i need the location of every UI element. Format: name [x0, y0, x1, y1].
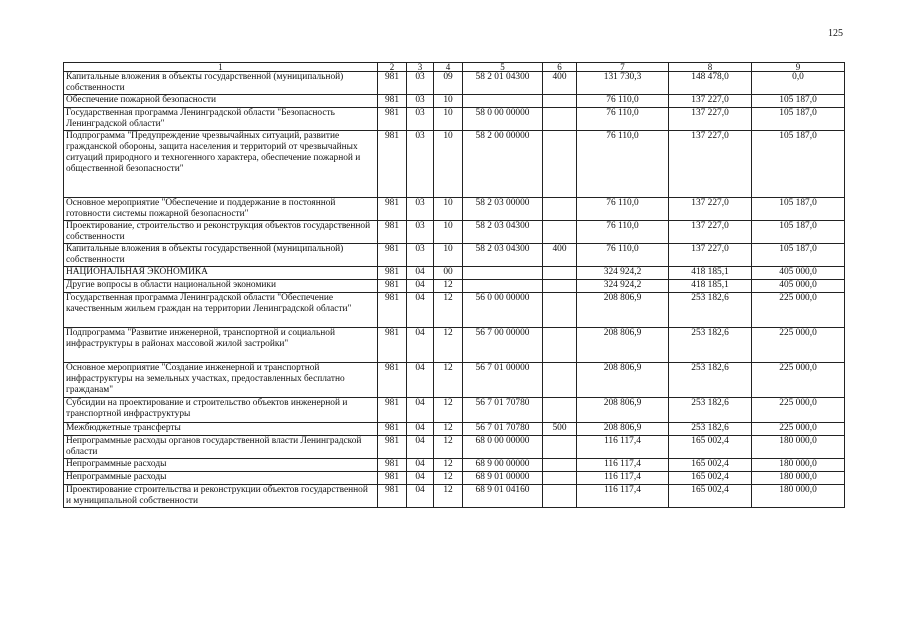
item-name: Капитальные вложения в объекты государственной (муниципальной) собственности: [64, 244, 378, 267]
cell-ministry-code: 981: [378, 280, 407, 293]
table-row: [64, 267, 845, 280]
table-row: [64, 221, 845, 244]
cell-section: 04: [407, 293, 434, 328]
cell-section: 03: [407, 72, 434, 95]
cell-subsection: 12: [434, 472, 463, 485]
cell-amount-col7: 131 730,3: [577, 72, 669, 95]
cell-amount-col8: 137 227,0: [669, 131, 752, 198]
cell-ministry-code: 981: [378, 198, 407, 221]
column-header: 7: [577, 63, 669, 72]
table-row: [64, 485, 845, 508]
cell-expense-type: [543, 293, 577, 328]
cell-subsection: 09: [434, 72, 463, 95]
cell-expense-type: [543, 459, 577, 472]
cell-ministry-code: 981: [378, 131, 407, 198]
cell-section: 03: [407, 198, 434, 221]
cell-amount-col9: 105 187,0: [752, 198, 845, 221]
cell-expense-type: [543, 131, 577, 198]
cell-amount-col9: 180 000,0: [752, 485, 845, 508]
cell-target-article: 56 7 01 70780: [463, 423, 543, 436]
cell-amount-col7: 116 117,4: [577, 472, 669, 485]
item-name: Межбюджетные трансферты: [64, 423, 378, 436]
cell-ministry-code: 981: [378, 108, 407, 131]
cell-expense-type: [543, 472, 577, 485]
cell-ministry-code: 981: [378, 459, 407, 472]
cell-subsection: 12: [434, 398, 463, 423]
cell-amount-col9: 225 000,0: [752, 398, 845, 423]
table-row: [64, 436, 845, 459]
cell-expense-type: [543, 198, 577, 221]
cell-subsection: 12: [434, 485, 463, 508]
cell-subsection: 10: [434, 244, 463, 267]
cell-target-article: 58 0 00 00000: [463, 108, 543, 131]
item-name: Непрограммные расходы органов государственной власти Ленинградской области: [64, 436, 378, 459]
table-row: [64, 131, 845, 198]
cell-section: 03: [407, 244, 434, 267]
cell-target-article: 68 9 01 04160: [463, 485, 543, 508]
cell-amount-col8: 137 227,0: [669, 244, 752, 267]
cell-target-article: 58 2 03 04300: [463, 244, 543, 267]
cell-amount-col9: 225 000,0: [752, 363, 845, 398]
cell-ministry-code: 981: [378, 423, 407, 436]
cell-subsection: 12: [434, 293, 463, 328]
cell-amount-col8: 165 002,4: [669, 459, 752, 472]
cell-amount-col7: 208 806,9: [577, 328, 669, 363]
cell-amount-col8: 165 002,4: [669, 485, 752, 508]
cell-amount-col7: 116 117,4: [577, 436, 669, 459]
item-name: Непрограммные расходы: [64, 459, 378, 472]
item-name: Основное мероприятие "Создание инженерной и транспортной инфраструктуры на земельных участках, предоставленных бесплатно гражданам": [64, 363, 378, 398]
cell-amount-col8: 137 227,0: [669, 95, 752, 108]
cell-amount-col9: 225 000,0: [752, 328, 845, 363]
cell-subsection: 12: [434, 423, 463, 436]
cell-amount-col8: 253 182,6: [669, 293, 752, 328]
item-name: Капитальные вложения в объекты государственной (муниципальной) собственности: [64, 72, 378, 95]
table-body: [64, 72, 845, 508]
cell-target-article: 58 2 00 00000: [463, 131, 543, 198]
cell-section: 03: [407, 131, 434, 198]
cell-subsection: 12: [434, 280, 463, 293]
column-header: 2: [378, 63, 407, 72]
cell-expense-type: [543, 95, 577, 108]
cell-section: 04: [407, 398, 434, 423]
cell-subsection: 12: [434, 459, 463, 472]
table-header-row: [64, 63, 845, 72]
cell-ministry-code: 981: [378, 328, 407, 363]
table-row: [64, 459, 845, 472]
cell-expense-type: [543, 221, 577, 244]
cell-amount-col8: 165 002,4: [669, 436, 752, 459]
cell-target-article: 58 2 01 04300: [463, 72, 543, 95]
cell-section: 04: [407, 280, 434, 293]
table-row: [64, 198, 845, 221]
cell-expense-type: [543, 328, 577, 363]
cell-ministry-code: 981: [378, 221, 407, 244]
cell-amount-col7: 76 110,0: [577, 244, 669, 267]
cell-section: 04: [407, 328, 434, 363]
item-name: Непрограммные расходы: [64, 472, 378, 485]
cell-amount-col9: 405 000,0: [752, 280, 845, 293]
item-name: Основное мероприятие "Обеспечение и поддержание в постоянной готовности системы пожарной безопасности": [64, 198, 378, 221]
cell-amount-col7: 208 806,9: [577, 293, 669, 328]
cell-amount-col9: 225 000,0: [752, 423, 845, 436]
item-name: Государственная программа Ленинградской области "Безопасность Ленинградской области": [64, 108, 378, 131]
cell-ministry-code: 981: [378, 72, 407, 95]
cell-amount-col7: 76 110,0: [577, 198, 669, 221]
table-row: [64, 108, 845, 131]
cell-subsection: 12: [434, 363, 463, 398]
cell-amount-col7: 116 117,4: [577, 485, 669, 508]
cell-ministry-code: 981: [378, 267, 407, 280]
cell-amount-col8: 253 182,6: [669, 363, 752, 398]
cell-amount-col8: 253 182,6: [669, 423, 752, 436]
cell-amount-col9: 225 000,0: [752, 293, 845, 328]
cell-amount-col9: 105 187,0: [752, 95, 845, 108]
cell-expense-type: 400: [543, 72, 577, 95]
cell-expense-type: [543, 398, 577, 423]
cell-expense-type: [543, 363, 577, 398]
cell-section: 04: [407, 436, 434, 459]
cell-amount-col9: 180 000,0: [752, 459, 845, 472]
column-header: 1: [64, 63, 378, 72]
cell-target-article: [463, 95, 543, 108]
cell-amount-col7: 208 806,9: [577, 363, 669, 398]
cell-amount-col8: 137 227,0: [669, 108, 752, 131]
cell-section: 03: [407, 95, 434, 108]
cell-target-article: 68 9 00 00000: [463, 459, 543, 472]
item-name: Субсидии на проектирование и строительство объектов инженерной и транспортной инфраструктуры: [64, 398, 378, 423]
cell-amount-col7: 208 806,9: [577, 423, 669, 436]
cell-amount-col9: 180 000,0: [752, 472, 845, 485]
cell-ministry-code: 981: [378, 436, 407, 459]
cell-section: 04: [407, 472, 434, 485]
cell-subsection: 10: [434, 221, 463, 244]
table-row: [64, 398, 845, 423]
cell-ministry-code: 981: [378, 244, 407, 267]
item-name: Подпрограмма "Развитие инженерной, транспортной и социальной инфраструктуры в районах массовой жилой застройки": [64, 328, 378, 363]
cell-target-article: 56 7 01 70780: [463, 398, 543, 423]
cell-target-article: [463, 280, 543, 293]
cell-amount-col7: 76 110,0: [577, 131, 669, 198]
cell-section: 03: [407, 221, 434, 244]
cell-subsection: 10: [434, 131, 463, 198]
cell-ministry-code: 981: [378, 485, 407, 508]
cell-amount-col9: 105 187,0: [752, 221, 845, 244]
table-row: [64, 244, 845, 267]
cell-ministry-code: 981: [378, 293, 407, 328]
cell-subsection: 12: [434, 328, 463, 363]
cell-amount-col7: 208 806,9: [577, 398, 669, 423]
cell-subsection: 00: [434, 267, 463, 280]
cell-ministry-code: 981: [378, 398, 407, 423]
item-name: Другие вопросы в области национальной экономики: [64, 280, 378, 293]
cell-amount-col7: 76 110,0: [577, 108, 669, 131]
cell-expense-type: [543, 280, 577, 293]
cell-target-article: [463, 267, 543, 280]
table-row: [64, 72, 845, 95]
cell-amount-col9: 105 187,0: [752, 108, 845, 131]
cell-amount-col8: 253 182,6: [669, 398, 752, 423]
cell-expense-type: 400: [543, 244, 577, 267]
item-name: Проектирование строительства и реконструкции объектов государственной и муниципальной собственности: [64, 485, 378, 508]
column-header: 4: [434, 63, 463, 72]
cell-amount-col9: 105 187,0: [752, 131, 845, 198]
item-name: Обеспечение пожарной безопасности: [64, 95, 378, 108]
cell-subsection: 10: [434, 108, 463, 131]
column-header: 3: [407, 63, 434, 72]
table-row: [64, 293, 845, 328]
cell-target-article: 68 9 01 00000: [463, 472, 543, 485]
cell-amount-col8: 253 182,6: [669, 328, 752, 363]
cell-subsection: 12: [434, 436, 463, 459]
table-row: [64, 328, 845, 363]
cell-amount-col9: 405 000,0: [752, 267, 845, 280]
cell-amount-col8: 137 227,0: [669, 198, 752, 221]
cell-amount-col8: 165 002,4: [669, 472, 752, 485]
cell-target-article: 58 2 03 00000: [463, 198, 543, 221]
cell-section: 04: [407, 267, 434, 280]
column-header: 9: [752, 63, 845, 72]
cell-amount-col8: 418 185,1: [669, 280, 752, 293]
column-header: 6: [543, 63, 577, 72]
table-row: [64, 423, 845, 436]
budget-table: [63, 62, 845, 508]
cell-target-article: 56 7 00 00000: [463, 328, 543, 363]
item-name: НАЦИОНАЛЬНАЯ ЭКОНОМИКА: [64, 267, 378, 280]
table-row: [64, 280, 845, 293]
cell-amount-col9: 0,0: [752, 72, 845, 95]
cell-amount-col7: 76 110,0: [577, 221, 669, 244]
page-number: 125: [828, 28, 843, 39]
item-name: Проектирование, строительство и реконструкция объектов государственной собственности: [64, 221, 378, 244]
table-row: [64, 472, 845, 485]
cell-target-article: 58 2 03 04300: [463, 221, 543, 244]
cell-amount-col8: 148 478,0: [669, 72, 752, 95]
cell-target-article: 68 0 00 00000: [463, 436, 543, 459]
cell-ministry-code: 981: [378, 363, 407, 398]
cell-subsection: 10: [434, 95, 463, 108]
cell-target-article: 56 7 01 00000: [463, 363, 543, 398]
cell-subsection: 10: [434, 198, 463, 221]
cell-expense-type: [543, 267, 577, 280]
cell-amount-col9: 180 000,0: [752, 436, 845, 459]
cell-section: 04: [407, 423, 434, 436]
cell-section: 04: [407, 459, 434, 472]
table-row: [64, 95, 845, 108]
item-name: Государственная программа Ленинградской области "Обеспечение качественным жильем граждан на территории Ленинградской области": [64, 293, 378, 328]
cell-amount-col8: 418 185,1: [669, 267, 752, 280]
item-name: Подпрограмма "Предупреждение чрезвычайных ситуаций, развитие гражданской обороны, защита населения и территорий от чрезвычайных ситуаций природного и техногенного характера, обеспечение пожарной и общественной безопасности": [64, 131, 378, 198]
cell-expense-type: 500: [543, 423, 577, 436]
cell-target-article: 56 0 00 00000: [463, 293, 543, 328]
cell-section: 04: [407, 485, 434, 508]
column-header: 8: [669, 63, 752, 72]
cell-expense-type: [543, 485, 577, 508]
cell-amount-col7: 324 924,2: [577, 280, 669, 293]
cell-amount-col7: 116 117,4: [577, 459, 669, 472]
cell-section: 04: [407, 363, 434, 398]
cell-amount-col8: 137 227,0: [669, 221, 752, 244]
cell-section: 03: [407, 108, 434, 131]
cell-expense-type: [543, 108, 577, 131]
cell-ministry-code: 981: [378, 95, 407, 108]
cell-expense-type: [543, 436, 577, 459]
column-header: 5: [463, 63, 543, 72]
cell-amount-col7: 324 924,2: [577, 267, 669, 280]
cell-amount-col7: 76 110,0: [577, 95, 669, 108]
cell-amount-col9: 105 187,0: [752, 244, 845, 267]
cell-ministry-code: 981: [378, 472, 407, 485]
table-row: [64, 363, 845, 398]
